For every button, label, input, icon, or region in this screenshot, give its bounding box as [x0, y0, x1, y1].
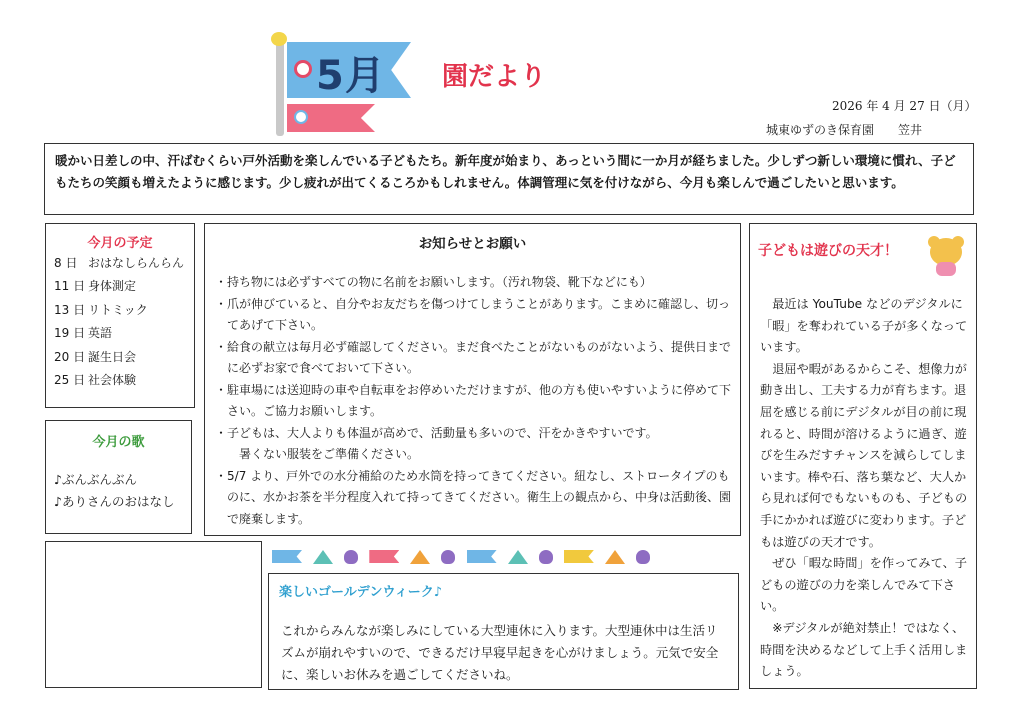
notice-item — [215, 466, 733, 531]
issue-date: 2026 年 4 月 27 日（月） — [832, 99, 977, 113]
kabuto-icon — [410, 550, 430, 564]
bear-mascot-icon — [926, 230, 966, 276]
golden-week-box — [268, 573, 739, 690]
schedule-day: 19 日 — [54, 326, 86, 341]
decorative-border — [272, 546, 740, 572]
kabuto-icon — [313, 550, 333, 564]
pole-ball-icon — [271, 32, 287, 46]
kabuto-icon — [605, 550, 625, 564]
song-heading: 今月の歌 — [92, 435, 145, 450]
blank-box — [45, 541, 262, 688]
notice-text: 持ち物には必ずすべての物に名前をお願いします。（汚れ物袋、靴下などにも） — [227, 275, 652, 289]
month-label: 5月 — [316, 53, 386, 99]
iris-flower-icon — [441, 550, 455, 564]
schedule-heading: 今月の予定 — [87, 236, 153, 251]
schedule-event: おはなしらんらん — [88, 256, 185, 270]
golden-week-heading: 楽しいゴールデンウィーク♪ — [279, 585, 442, 600]
koinobori-pole — [276, 36, 284, 136]
intro-text: 暖かい日差しの中、汗ばむくらい戸外活動を楽しんでいる子どもたち。新年度が始まり、あっという間に一か月が経ちました。少しずつ新しい環境に慣れ、子どもたちの笑顔も増えたように感じます。少し疲れが出てくるころかもしれません。体調管理に気を付けながら、今月も楽しんで過ごしたいと思います。 — [44, 143, 974, 215]
play-heading: 子どもは遊びの天才！ — [758, 243, 898, 259]
golden-week-body: これからみんなが楽しみにしている大型連休に入ります。大型連休中は生活リズムが崩れやすいので、できるだけ早寝早起きを心がけましょう。元気で安全に、楽しいお休みを過ごしてくださいね。 — [281, 623, 719, 682]
schedule-day: 25 日 — [54, 372, 86, 387]
play-paragraph: 最近は YouTube などのデジタルに「暇」を奪われている子が多くなっています。 — [760, 297, 968, 355]
newsletter-title: 園だより — [442, 62, 547, 92]
schedule-day: 11 日 — [54, 279, 86, 294]
carp-icon — [564, 550, 594, 563]
schedule-event: 身体測定 — [88, 279, 137, 294]
song-item: ♪ぶんぶんぶん — [54, 472, 137, 487]
notice-box — [204, 223, 741, 536]
play-paragraph: ぜひ「暇な時間」を作ってみて、子どもの遊びの力を楽しんでみて下さい。 — [760, 556, 967, 614]
notice-text: 駐車場には送迎時の車や自転車をお停めいただけますが、他の方も使いやすいように停めて下さい。ご協力お願いします。 — [227, 382, 732, 418]
notice-text: 給食の献立は毎月必ず確認してください。まだ食べたことがないものがないよう、提供日までに必ずお家で食べておいて下さい。 — [227, 339, 732, 375]
notice-text: 爪が伸びていると、自分やお友だちを傷つけてしまうことがあります。こまめに確認し、切ってあげて下さい。 — [227, 296, 731, 332]
play-box — [749, 223, 977, 689]
notice-item — [215, 337, 733, 380]
iris-flower-icon — [539, 550, 553, 564]
schedule-day: 13 日 — [54, 302, 86, 317]
notice-subtext: 暑くない服装をご準備ください。 — [239, 447, 420, 461]
play-body — [760, 294, 970, 683]
schedule-item — [54, 252, 184, 275]
iris-flower-icon — [636, 550, 650, 564]
notice-text: 5/7 より、戸外での水分補給のため水筒を持ってきてください。紐なし、ストロータイプのものに、水かお茶を半分程度入れて持ってきてください。衛生上の観点から、中身は活動後、園で廃棄します。 — [227, 468, 732, 526]
notice-item — [215, 294, 733, 337]
carp-icon — [467, 550, 497, 563]
carp-icon — [272, 550, 302, 563]
notice-heading: お知らせとお願い — [418, 236, 527, 252]
carp-eye-icon — [294, 60, 312, 78]
play-paragraph: 退屈や暇があるからこそ、想像力が動き出し、工夫する力が育ちます。退屈を感じる前にデジタルが目の前に現れると、時間が溶けるように過ぎ、遊びを生みだすチャンスを減らしてしまいます。棒や石、落ち葉など、大人から見れば何でもないものも、子どもの手にかかれば遊びに変わります。子どもは遊びの天才です。 — [760, 361, 968, 549]
song-box — [45, 420, 192, 534]
iris-flower-icon — [344, 550, 358, 564]
play-paragraph: ※デジタルが絶対禁止！ではなく、時間を決めるなどして上手く活用しましょう。 — [760, 620, 968, 679]
schedule-day: 8 日 — [54, 256, 78, 270]
notice-item — [215, 423, 733, 466]
schedule-item — [54, 322, 184, 345]
schedule-box — [45, 223, 195, 408]
schedule-item — [54, 299, 184, 322]
song-item: ♪ありさんのおはなし — [54, 494, 175, 509]
schedule-event: 誕生日会 — [88, 349, 137, 364]
schedule-item — [54, 369, 184, 392]
carp-eye-small-icon — [294, 110, 308, 124]
notice-text: 子どもは、大人よりも体温が高めで、活動量も多いので、汗をかきやすいです。 — [227, 425, 658, 440]
carp-icon — [369, 550, 399, 563]
notice-list — [215, 272, 733, 530]
schedule-event: 英語 — [88, 326, 113, 341]
schedule-item — [54, 275, 184, 298]
kabuto-icon — [508, 550, 528, 564]
schedule-event: リトミック — [88, 302, 148, 317]
schedule-list — [54, 252, 184, 392]
author-line: 城東ゆずのき保育園 笠井 — [766, 123, 923, 137]
schedule-item — [54, 346, 184, 369]
notice-item — [215, 380, 733, 423]
notice-item — [215, 272, 733, 294]
schedule-event: 社会体験 — [88, 372, 137, 387]
schedule-day: 20 日 — [54, 349, 86, 364]
song-list — [54, 469, 174, 513]
